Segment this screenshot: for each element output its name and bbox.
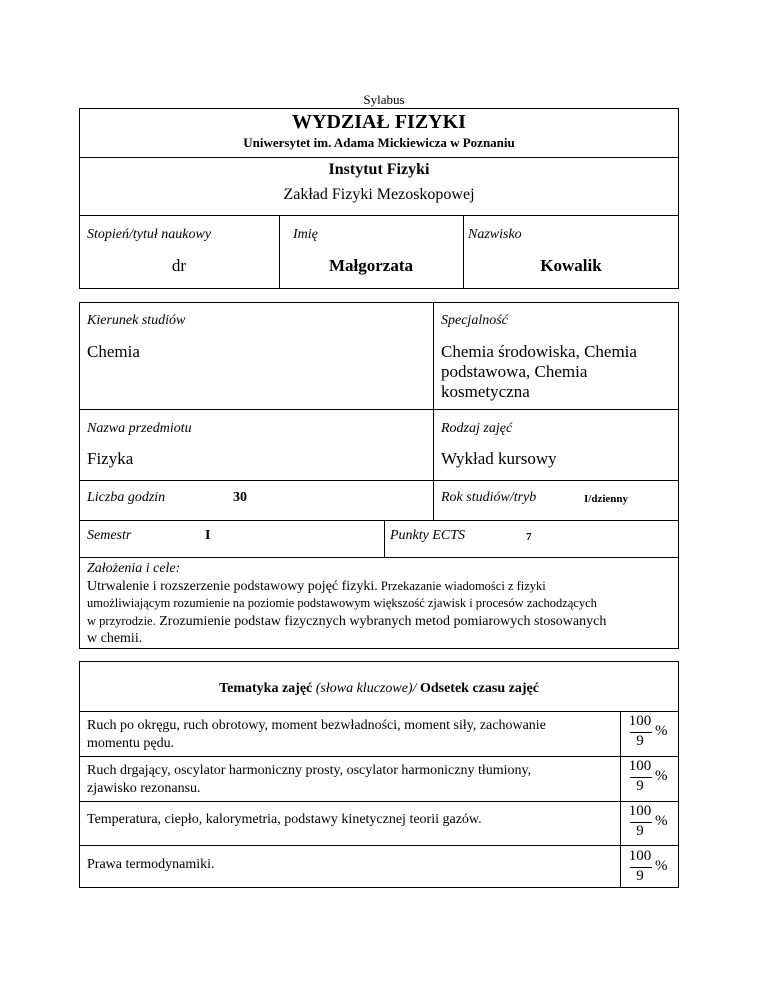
share-denominator: 9	[636, 778, 644, 794]
divider	[79, 157, 679, 158]
doc-type: Sylabus	[363, 92, 405, 107]
topic-text-line: zjawisko rezonansu.	[87, 781, 201, 796]
year-label: Rok studiów/tryb	[441, 490, 537, 505]
specialty-label: Specjalność	[441, 313, 508, 328]
degree-label: Stopień/tytuł naukowy	[87, 227, 212, 242]
topic-text-line: Ruch po okręgu, ruch obrotowy, moment bezwładności, moment siły, zachowanie	[87, 718, 546, 733]
divider	[279, 215, 280, 289]
divider	[79, 557, 679, 558]
divider	[433, 302, 434, 520]
topic-share	[628, 713, 668, 753]
goals-line: w chemii.	[87, 631, 143, 646]
divider	[79, 845, 679, 846]
degree-value: dr	[171, 256, 187, 275]
divider	[463, 215, 464, 289]
topic-text-line: Prawa termodynamiki.	[87, 857, 215, 872]
goals-label: Założenia i cele:	[87, 561, 181, 576]
first-name-label: Imię	[293, 227, 318, 242]
share-numerator: 100	[628, 713, 652, 729]
share-numerator: 100	[628, 758, 652, 774]
divider	[384, 520, 385, 557]
percent-sign: %	[655, 813, 668, 829]
field-label: Kierunek studiów	[87, 313, 186, 328]
divider	[79, 801, 679, 802]
goals-line: Przekazanie wiadomości z fizyki	[377, 579, 546, 593]
divider	[79, 711, 679, 712]
ects-label: Punkty ECTS	[390, 528, 466, 543]
last-name-label: Nazwisko	[468, 227, 522, 242]
hours-value: 30	[233, 490, 247, 505]
semester-value: I	[205, 528, 211, 543]
topic-row-text	[87, 717, 612, 753]
topic-text-line: Temperatura, ciepło, kalorymetria, podstawy kinetycznej teorii gazów.	[87, 812, 482, 827]
last-name-value: Kowalik	[540, 256, 602, 275]
share-numerator: 100	[628, 848, 652, 864]
subject-value: Fizyka	[87, 449, 134, 468]
goals-line: w przyrodzie.	[87, 614, 156, 628]
percent-sign: %	[655, 858, 668, 874]
specialty-value: Chemia środowiska, Chemia podstawowa, Chemia kosmetyczna	[441, 342, 637, 401]
year-value: I/dzienny	[584, 493, 629, 505]
share-denominator: 9	[636, 868, 644, 884]
hours-label: Liczba godzin	[87, 490, 166, 505]
percent-sign: %	[655, 768, 668, 784]
field-value: Chemia	[87, 342, 140, 361]
goals-line: Zrozumienie podstaw fizycznych wybranych metod pomiarowych stosowanych	[155, 614, 607, 629]
goals-text	[87, 577, 677, 647]
goals-line: Utrwalenie i rozszerzenie podstawowy pojęć fizyki.	[87, 579, 378, 594]
department-name: Zakład Fizyki Mezoskopowej	[283, 186, 475, 203]
university-name: Uniwersytet im. Adama Mickiewicza w Poznaniu	[243, 135, 515, 150]
semester-label: Semestr	[87, 528, 132, 543]
topic-share	[628, 758, 668, 798]
topic-row-text	[87, 856, 612, 874]
goals-line: umożliwiającym rozumienie na poziomie podstawowym większość zjawisk i procesów zachodzących	[87, 596, 597, 610]
faculty-title: WYDZIAŁ FIZYKI	[292, 111, 466, 133]
topic-row-text	[87, 811, 612, 829]
share-denominator: 9	[636, 733, 644, 749]
type-label: Rodzaj zajęć	[441, 421, 513, 436]
divider	[79, 520, 679, 521]
share-numerator: 100	[628, 803, 652, 819]
topic-share	[628, 848, 668, 888]
divider	[79, 756, 679, 757]
topics-title-part: Odsetek czasu zajęć	[416, 681, 539, 696]
divider	[620, 711, 621, 888]
institute-name: Instytut Fizyki	[328, 161, 430, 178]
divider	[79, 409, 679, 410]
percent-sign: %	[655, 723, 668, 739]
topics-title-part: Tematyka zajęć	[219, 681, 313, 696]
share-denominator: 9	[636, 823, 644, 839]
topics-title	[79, 681, 679, 697]
topics-title-part: (słowa kluczowe)/	[312, 681, 417, 696]
topic-text-line: momentu pędu.	[87, 736, 175, 751]
ects-value: 7	[526, 531, 532, 543]
divider	[79, 480, 679, 481]
subject-label: Nazwa przedmiotu	[87, 421, 192, 436]
divider	[79, 215, 679, 216]
topic-share	[628, 803, 668, 843]
type-value: Wykład kursowy	[441, 449, 557, 468]
topic-row-text	[87, 762, 612, 798]
topic-text-line: Ruch drgający, oscylator harmoniczny prosty, oscylator harmoniczny tłumiony,	[87, 763, 532, 778]
first-name-value: Małgorzata	[328, 256, 414, 275]
